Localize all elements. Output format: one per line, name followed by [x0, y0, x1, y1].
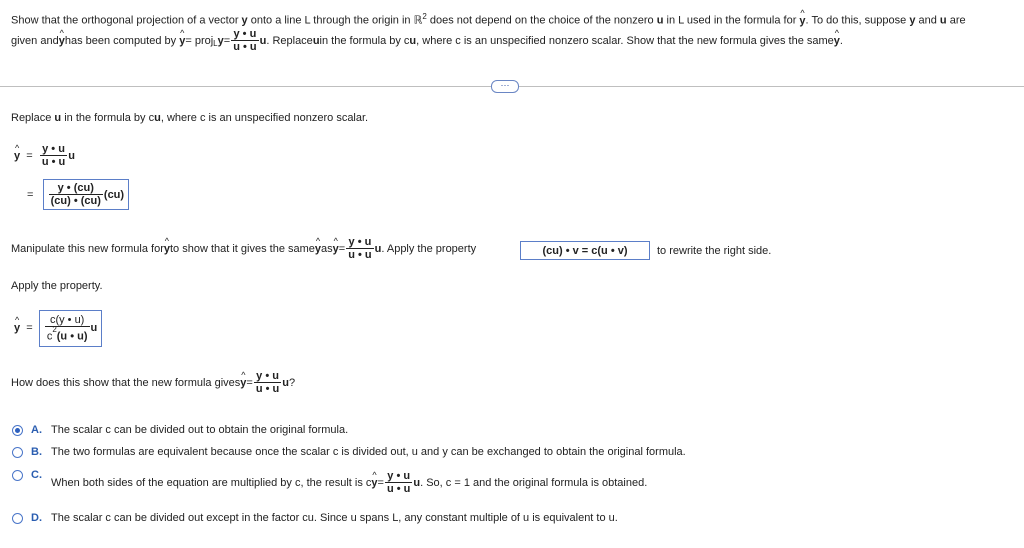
problem-statement-line-1: Show that the orthogonal projection of a vector y onto a line L through the origin in ℝ$^2$ does not depend on the choice of the nonzero u in L used in the formula for ^ y. To do this, suppose y and u are	[11, 12, 966, 27]
step3-instruction: Apply the property.	[11, 280, 103, 292]
option-c-text: When both sides of the equation are multiplied by c, the result is c ^ y = $\frac{y • u}{u • u}$ u . So, c = 1 and the original formula is obtained.	[51, 470, 647, 495]
step1-equation-1: ^ y = $\frac{y • u}{u • u}$ u	[14, 143, 75, 168]
property-answer-box[interactable]: (cu) • v = c(u • v)	[520, 241, 650, 260]
option-b-radio[interactable]	[12, 447, 23, 458]
step2-instruction: Manipulate this new formula for ^ y to show that it gives the same ^ y as ^ y = $\frac{y • u}{u • u}$ u . Apply the property	[11, 236, 476, 261]
step1-instruction: Replace u in the formula by cu, where c is an unspecified nonzero scalar.	[11, 112, 369, 124]
option-a-letter: A.	[31, 424, 42, 436]
header-fraction: $\frac{y • u}{u • u}$	[233, 28, 257, 53]
option-c-letter: C.	[31, 469, 42, 481]
option-a-text: The scalar c can be divided out to obtain the original formula.	[51, 424, 349, 436]
option-b-letter: B.	[31, 446, 42, 458]
option-a-radio[interactable]	[12, 425, 23, 436]
step1-equation-2: = $\frac{y • (cu)}{(cu) • (cu)}$ (cu)	[27, 179, 129, 210]
step1-answer-box[interactable]: $\frac{y • (cu)}{(cu) • (cu)}$ (cu)	[43, 179, 129, 210]
question-text: How does this show that the new formula gives ^ y = $\frac{y • u}{u • u}$ u ?	[11, 370, 295, 395]
problem-statement-line-2: given and ^ y has been computed by ^ y = proj $_L$ y = $\frac{y • u}{u • u}$ u . Replace u in the formula by c u , where c is an unspecified nonzero scalar. Show that the new formula gives the same ^ y .	[11, 28, 843, 53]
option-d-letter: D.	[31, 512, 42, 524]
option-c-radio[interactable]	[12, 470, 23, 481]
step3-answer-box[interactable]: $\frac{c(y • u)}{c^2(u • u)}$ u	[39, 310, 102, 347]
option-b-text: The two formulas are equivalent because once the scalar c is divided out, u and y can be exchanged to obtain the original formula.	[51, 446, 686, 458]
step2-instruction-tail: to rewrite the right side.	[657, 245, 772, 257]
option-d-radio[interactable]	[12, 513, 23, 524]
option-d-text: The scalar c can be divided out except in the factor cu. Since u spans L, any constant multiple of u is equivalent to u.	[51, 512, 618, 524]
expand-more-button[interactable]: ⋯	[491, 80, 519, 93]
step3-equation: ^ y = $\frac{c(y • u)}{c^2(u • u)}$ u	[14, 310, 102, 347]
